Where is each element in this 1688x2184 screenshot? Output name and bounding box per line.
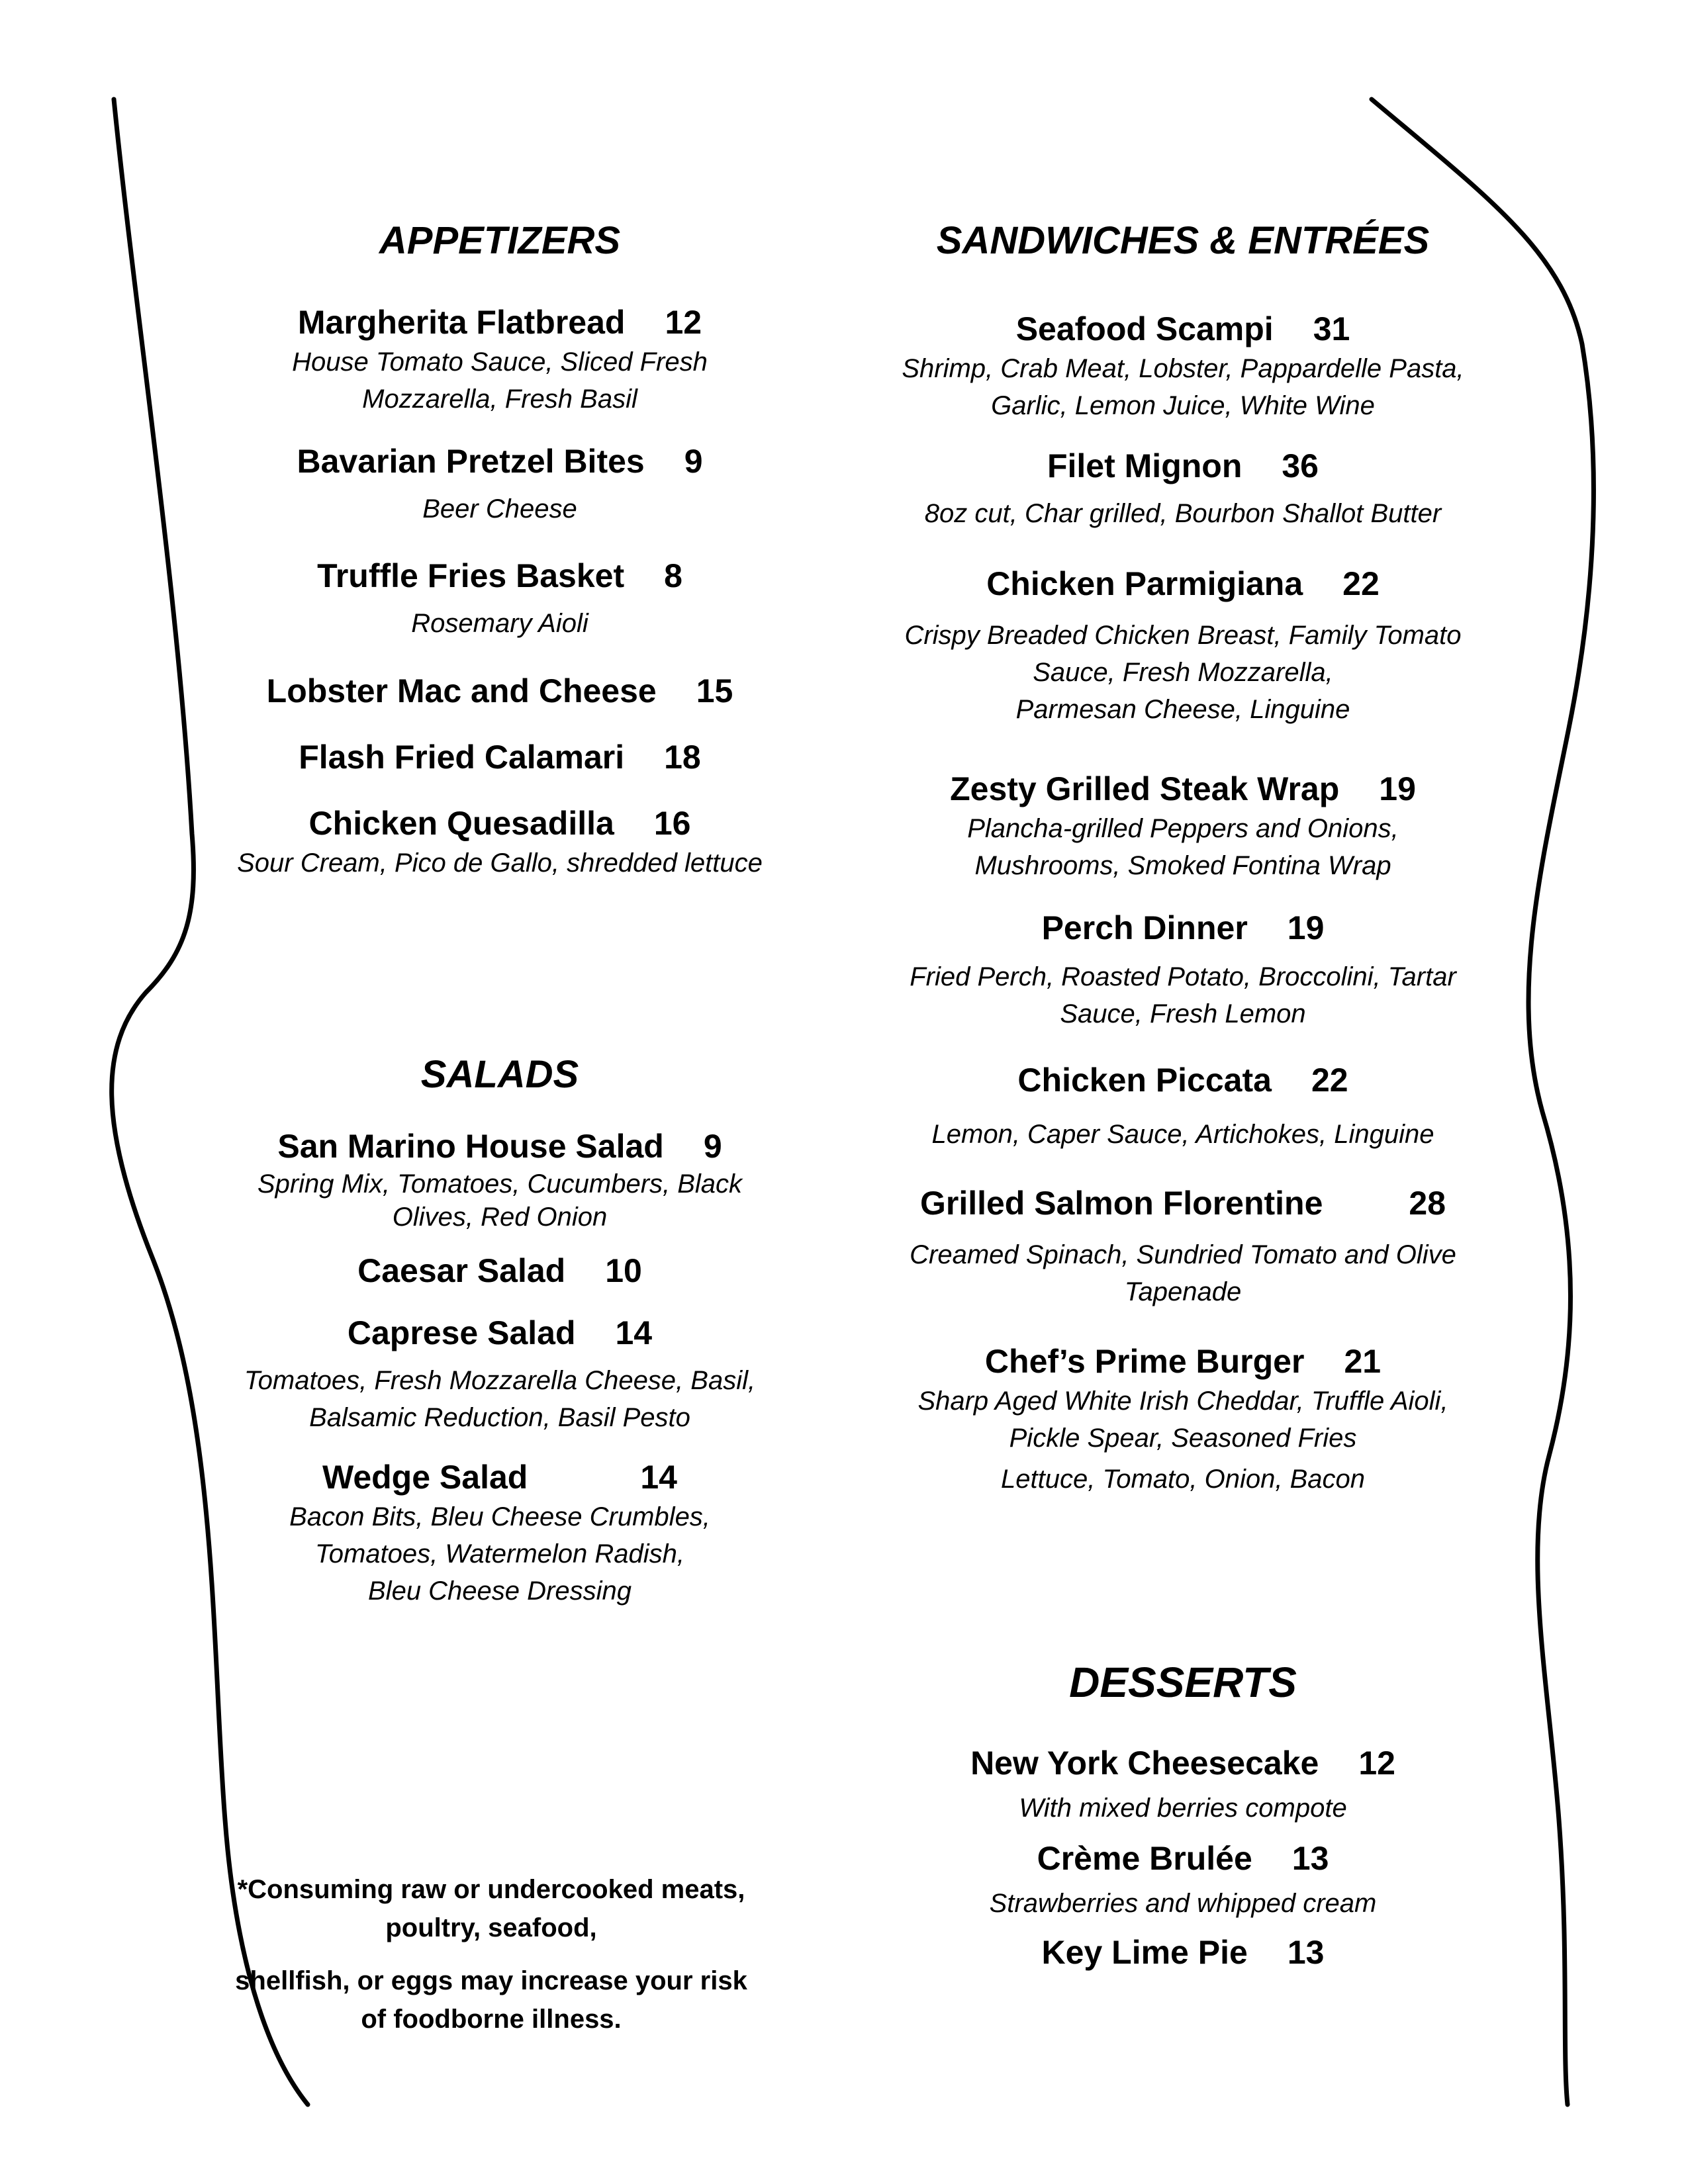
item-name: Zesty Grilled Steak Wrap [950, 770, 1340, 807]
item-price: 13 [1291, 1840, 1329, 1877]
item-price: 22 [1342, 565, 1380, 602]
menu-item [852, 1931, 1514, 1974]
item-description: Parmesan Cheese, Linguine [1015, 695, 1350, 724]
item-description: Pickle Spear, Seasoned Fries [1009, 1424, 1357, 1453]
item-price: 15 [696, 672, 733, 709]
desserts-title: DESSERTS [1069, 1659, 1297, 1706]
item-name: Chicken Parmigiana [986, 565, 1303, 602]
item-name: Caprese Salad [347, 1314, 576, 1351]
menu-item [169, 736, 831, 778]
item-name: Chicken Quesadilla [308, 805, 614, 842]
item-price: 16 [653, 805, 691, 842]
menu-item [852, 1059, 1514, 1153]
item-price: 9 [684, 443, 703, 480]
item-description: 8oz cut, Char grilled, Bourbon Shallot Butter [924, 499, 1442, 528]
item-name: New York Cheesecake [970, 1745, 1319, 1782]
item-description: Sauce, Fresh Lemon [1060, 999, 1306, 1028]
item-name: Grilled Salmon Florentine [919, 1185, 1323, 1222]
item-name: Chicken Piccata [1017, 1062, 1272, 1099]
menu-item [169, 1312, 831, 1436]
menu-item [852, 308, 1514, 424]
item-description: Garlic, Lemon Juice, White Wine [991, 391, 1375, 420]
item-description: Tomatoes, Watermelon Radish, [314, 1539, 685, 1569]
item-price: 14 [640, 1459, 677, 1496]
item-price: 10 [605, 1252, 642, 1289]
entrees-title: SANDWICHES & ENTRÉES [936, 219, 1430, 262]
item-description: Bacon Bits, Bleu Cheese Crumbles, [289, 1502, 710, 1531]
menu-item [852, 445, 1514, 532]
item-price: 19 [1287, 909, 1325, 946]
item-name: Flash Fried Calamari [299, 739, 625, 776]
item-description: House Tomato Sauce, Sliced Fresh [292, 347, 708, 377]
item-price: 12 [1358, 1745, 1395, 1782]
item-price: 28 [1409, 1185, 1446, 1222]
item-description: Sour Cream, Pico de Gallo, shredded lettuce [237, 848, 763, 878]
notice-line: shellfish, or eggs may increase your risk [235, 1966, 747, 1995]
item-description: Tomatoes, Fresh Mozzarella Cheese, Basil, [244, 1366, 756, 1395]
item-description: Bleu Cheese Dressing [368, 1576, 632, 1606]
item-description: Sauce, Fresh Mozzarella, [1033, 658, 1333, 687]
item-price: 21 [1344, 1343, 1382, 1380]
menu-item [169, 1456, 831, 1610]
item-name: Wedge Salad [322, 1459, 528, 1496]
item-name: Filet Mignon [1047, 447, 1243, 484]
item-price: 22 [1311, 1062, 1348, 1099]
item-price: 31 [1313, 310, 1350, 347]
menu-item [852, 1340, 1514, 1498]
item-price: 12 [665, 304, 702, 341]
menu-item [852, 1837, 1514, 1922]
notice-line: *Consuming raw or undercooked meats, [237, 1875, 745, 1904]
notice-line: poultry, seafood, [385, 1913, 597, 1942]
menu-item [852, 1182, 1514, 1310]
food-safety-notice [193, 1870, 789, 2038]
notice-line: of foodborne illness. [361, 2005, 622, 2034]
item-description: Rosemary Aioli [411, 609, 588, 638]
menu-item [169, 301, 831, 418]
menu-item [169, 555, 831, 642]
item-description: Plancha-grilled Peppers and Onions, [967, 814, 1399, 843]
item-description: Crispy Breaded Chicken Breast, Family Tomato [904, 621, 1462, 650]
item-description: Creamed Spinach, Sundried Tomato and Olive [910, 1240, 1456, 1269]
item-description: Mozzarella, Fresh Basil [362, 385, 637, 414]
item-name: Key Lime Pie [1041, 1934, 1248, 1971]
menu-item [169, 440, 831, 527]
item-price: 19 [1379, 770, 1416, 807]
item-description: Fried Perch, Roasted Potato, Broccolini, Tartar [910, 962, 1456, 991]
item-price: 36 [1282, 447, 1319, 484]
item-name: Seafood Scampi [1015, 310, 1274, 347]
menu-item [852, 768, 1514, 884]
item-description: Lemon, Caper Sauce, Artichokes, Linguine [931, 1120, 1434, 1149]
item-price: 13 [1287, 1934, 1325, 1971]
menu-item [852, 563, 1514, 728]
item-description: Balsamic Reduction, Basil Pesto [309, 1403, 690, 1432]
item-name: Perch Dinner [1041, 909, 1248, 946]
item-price: 8 [664, 557, 682, 594]
menu-item [169, 802, 831, 882]
item-name: Bavarian Pretzel Bites [297, 443, 645, 480]
menu-item [169, 670, 831, 712]
item-name: Caesar Salad [357, 1252, 566, 1289]
item-name: San Marino House Salad [277, 1128, 664, 1165]
item-description: Shrimp, Crab Meat, Lobster, Pappardelle Pasta, [902, 354, 1464, 383]
menu-item [852, 907, 1514, 1032]
item-description: Strawberries and whipped cream [989, 1889, 1377, 1918]
item-description: Olives, Red Onion [392, 1203, 608, 1232]
item-description: Mushrooms, Smoked Fontina Wrap [974, 851, 1391, 880]
item-name: Crème Brulée [1037, 1840, 1252, 1877]
item-description: Lettuce, Tomato, Onion, Bacon [1001, 1465, 1365, 1494]
menu-item [169, 1125, 831, 1234]
menu-item [169, 1250, 831, 1292]
item-description: Tapenade [1124, 1277, 1242, 1306]
item-price: 14 [615, 1314, 653, 1351]
item-description: Sharp Aged White Irish Cheddar, Truffle Aioli, [917, 1387, 1448, 1416]
item-description: Beer Cheese [422, 494, 577, 523]
item-name: Truffle Fries Basket [317, 557, 625, 594]
item-description: With mixed berries compote [1019, 1794, 1347, 1823]
item-name: Chef’s Prime Burger [984, 1343, 1305, 1380]
item-price: 18 [664, 739, 701, 776]
salads-title: SALADS [420, 1053, 579, 1096]
item-description: Spring Mix, Tomatoes, Cucumbers, Black [257, 1169, 743, 1199]
menu-item [852, 1742, 1514, 1827]
item-name: Margherita Flatbread [297, 304, 626, 341]
item-price: 9 [703, 1128, 722, 1165]
appetizers-title: APPETIZERS [379, 219, 621, 262]
item-name: Lobster Mac and Cheese [266, 672, 657, 709]
